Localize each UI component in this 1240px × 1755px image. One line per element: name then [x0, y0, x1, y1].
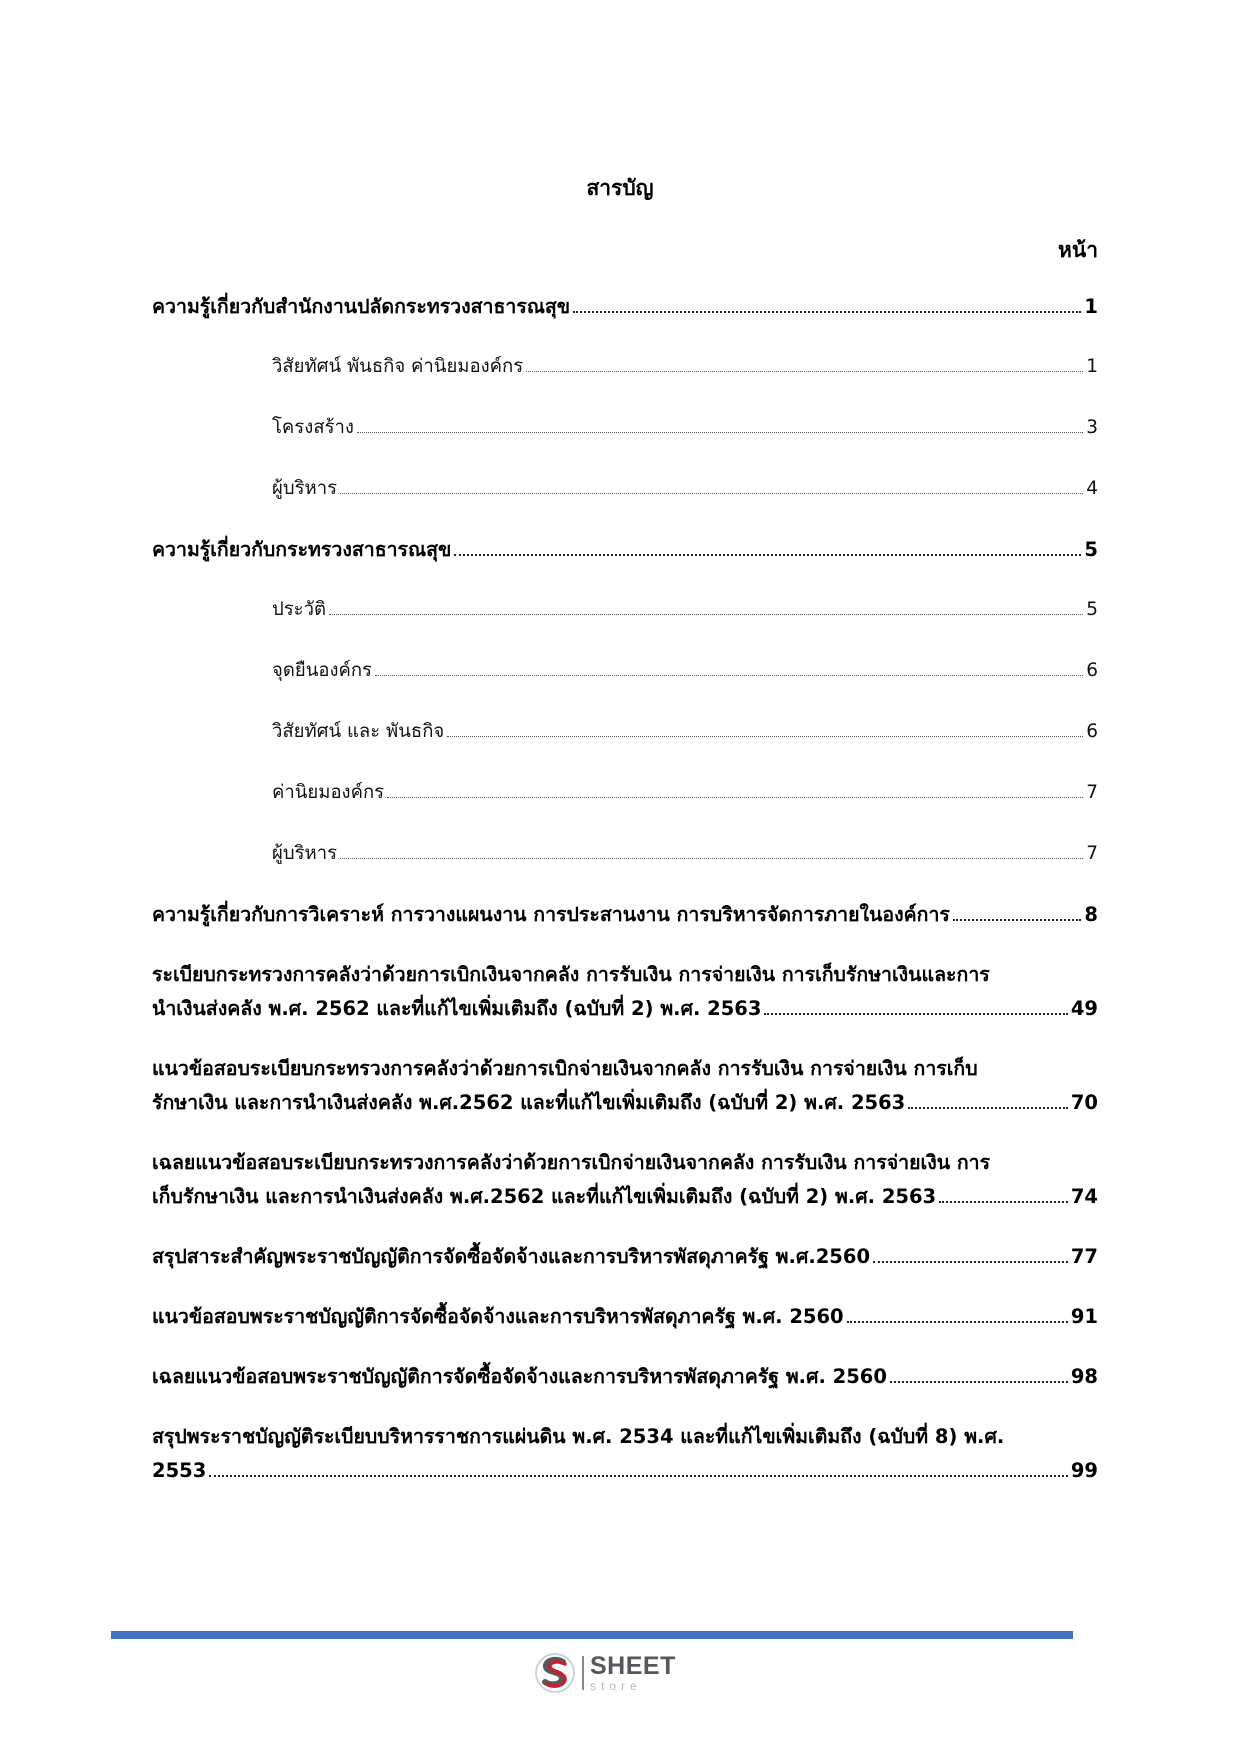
toc-entry[interactable]	[152, 1052, 1098, 1120]
toc-page-number: 5	[1084, 538, 1098, 561]
toc-page-number: 1	[1086, 356, 1098, 377]
table-of-contents	[152, 290, 1098, 1514]
dot-leader	[375, 675, 1083, 676]
logo-wordmark: SHEET	[590, 1652, 676, 1680]
toc-page-number: 7	[1086, 843, 1098, 864]
toc-page-number: 6	[1086, 660, 1098, 681]
toc-entry-title: สรุปสาระสำคัญพระราชบัญญัติการจัดซื้อจัดจ้างและการบริหารพัสดุภาครัฐ พ.ศ.2560	[152, 1245, 871, 1268]
toc-entry-title: เฉลยแนวข้อสอบพระราชบัญญัติการจัดซื้อจัดจ้างและการบริหารพัสดุภาครัฐ พ.ศ. 2560	[152, 1365, 887, 1388]
toc-entry-title: วิสัยทัศน์ พันธกิจ ค่านิยมองค์กร	[272, 356, 524, 377]
toc-entry-title: ประวัติ	[272, 599, 327, 620]
dot-leader	[847, 1321, 1068, 1323]
dot-leader	[953, 919, 1082, 921]
toc-entry[interactable]	[152, 1146, 1098, 1214]
toc-page-number: 91	[1070, 1305, 1098, 1328]
toc-entry-title-line: สรุปพระราชบัญญัติระเบียบบริหารราชการแผ่นดิน พ.ศ. 2534 และที่แก้ไขเพิ่มเติมถึง (ฉบับที่ 8) พ.ศ.	[152, 1425, 1005, 1448]
toc-entry-title: ค่านิยมองค์กร	[272, 782, 385, 803]
toc-entry-title-line: แนวข้อสอบระเบียบกระทรวงการคลังว่าด้วยการเบิกจ่ายเงินจากคลัง การรับเงิน การจ่ายเงิน การเก็บ	[152, 1057, 978, 1080]
dot-leader	[873, 1261, 1068, 1263]
toc-page-number: 4	[1086, 478, 1098, 499]
toc-entry-title: ผู้บริหาร	[272, 478, 338, 499]
logo-divider	[582, 1656, 584, 1690]
toc-page-number: 70	[1070, 1091, 1098, 1114]
toc-page-number: 1	[1084, 295, 1098, 318]
dot-leader	[340, 858, 1083, 859]
toc-entry-title-line: 2553	[152, 1459, 207, 1482]
toc-entry-title: แนวข้อสอบพระราชบัญญัติการจัดซื้อจัดจ้างและการบริหารพัสดุภาครัฐ พ.ศ. 2560	[152, 1305, 844, 1328]
logo-text	[590, 1654, 676, 1692]
dot-leader	[209, 1475, 1068, 1477]
toc-entry[interactable]	[272, 715, 1098, 749]
toc-entry-title: โครงสร้าง	[272, 417, 354, 438]
toc-entry-title: ความรู้เกี่ยวกับกระทรวงสาธารณสุข	[152, 538, 452, 561]
dot-leader	[890, 1381, 1068, 1383]
toc-entry[interactable]	[152, 958, 1098, 1026]
toc-entry-title-line: นำเงินส่งคลัง พ.ศ. 2562 และที่แก้ไขเพิ่มเติมถึง (ฉบับที่ 2) พ.ศ. 2563	[152, 997, 762, 1020]
toc-entry-title-line: เฉลยแนวข้อสอบระเบียบกระทรวงการคลังว่าด้วยการเบิกจ่ายเงินจากคลัง การรับเงิน การจ่ายเงิน การ	[152, 1151, 991, 1174]
toc-entry[interactable]	[272, 472, 1098, 506]
toc-page-number: 74	[1070, 1185, 1098, 1208]
dot-leader	[340, 493, 1083, 494]
dot-leader	[526, 371, 1083, 372]
sheet-store-s-icon	[534, 1652, 576, 1694]
toc-entry[interactable]	[272, 776, 1098, 810]
toc-page-number: 8	[1084, 903, 1098, 926]
dot-leader	[357, 432, 1083, 433]
toc-entry[interactable]	[272, 350, 1098, 384]
toc-page-number: 49	[1070, 997, 1098, 1020]
toc-entry-title: จุดยืนองค์กร	[272, 660, 372, 681]
dot-leader	[329, 614, 1083, 615]
toc-page-number: 99	[1070, 1459, 1098, 1482]
toc-page-number: 5	[1086, 599, 1098, 620]
toc-entry[interactable]	[152, 1360, 1098, 1394]
toc-entry[interactable]	[152, 290, 1098, 324]
toc-entry-title: ความรู้เกี่ยวกับสำนักงานปลัดกระทรวงสาธารณสุข	[152, 295, 571, 318]
dot-leader	[387, 797, 1083, 798]
toc-page-number: 98	[1070, 1365, 1098, 1388]
toc-page-number: 7	[1086, 782, 1098, 803]
logo-subtext: store	[590, 1679, 642, 1693]
footer-divider	[111, 1631, 1073, 1639]
page-column-heading: หน้า	[1058, 238, 1098, 262]
toc-page-number: 77	[1070, 1245, 1098, 1268]
page-title: สารบัญ	[586, 176, 654, 200]
toc-entry[interactable]	[272, 837, 1098, 871]
toc-entry[interactable]	[152, 1240, 1098, 1274]
toc-page-number: 3	[1086, 417, 1098, 438]
dot-leader	[908, 1107, 1068, 1109]
toc-entry[interactable]	[272, 411, 1098, 445]
toc-entry[interactable]	[152, 1300, 1098, 1334]
toc-entry[interactable]	[152, 1420, 1098, 1488]
toc-entry-title: ผู้บริหาร	[272, 843, 338, 864]
toc-entry-title-line: รักษาเงิน และการนำเงินส่งคลัง พ.ศ.2562 และที่แก้ไขเพิ่มเติมถึง (ฉบับที่ 2) พ.ศ. 2563	[152, 1091, 906, 1114]
toc-entry-title-line: ระเบียบกระทรวงการคลังว่าด้วยการเบิกเงินจากคลัง การรับเงิน การจ่ายเงิน การเก็บรักษาเงินและการ	[152, 963, 990, 986]
toc-entry-title: วิสัยทัศน์ และ พันธกิจ	[272, 721, 445, 742]
toc-entry[interactable]	[152, 898, 1098, 932]
toc-entry-title: ความรู้เกี่ยวกับการวิเคราะห์ การวางแผนงาน การประสานงาน การบริหารจัดการภายในองค์การ	[152, 903, 950, 926]
dot-leader	[447, 736, 1083, 737]
toc-entry-title-line: เก็บรักษาเงิน และการนำเงินส่งคลัง พ.ศ.2562 และที่แก้ไขเพิ่มเติมถึง (ฉบับที่ 2) พ.ศ. 2563	[152, 1185, 937, 1208]
dot-leader	[573, 311, 1081, 313]
toc-page-number: 6	[1086, 721, 1098, 742]
dot-leader	[454, 554, 1081, 556]
dot-leader	[764, 1013, 1067, 1015]
toc-entry[interactable]	[272, 593, 1098, 627]
toc-entry[interactable]	[152, 533, 1098, 567]
dot-leader	[939, 1201, 1068, 1203]
toc-entry[interactable]	[272, 654, 1098, 688]
sheet-store-logo	[534, 1650, 676, 1696]
